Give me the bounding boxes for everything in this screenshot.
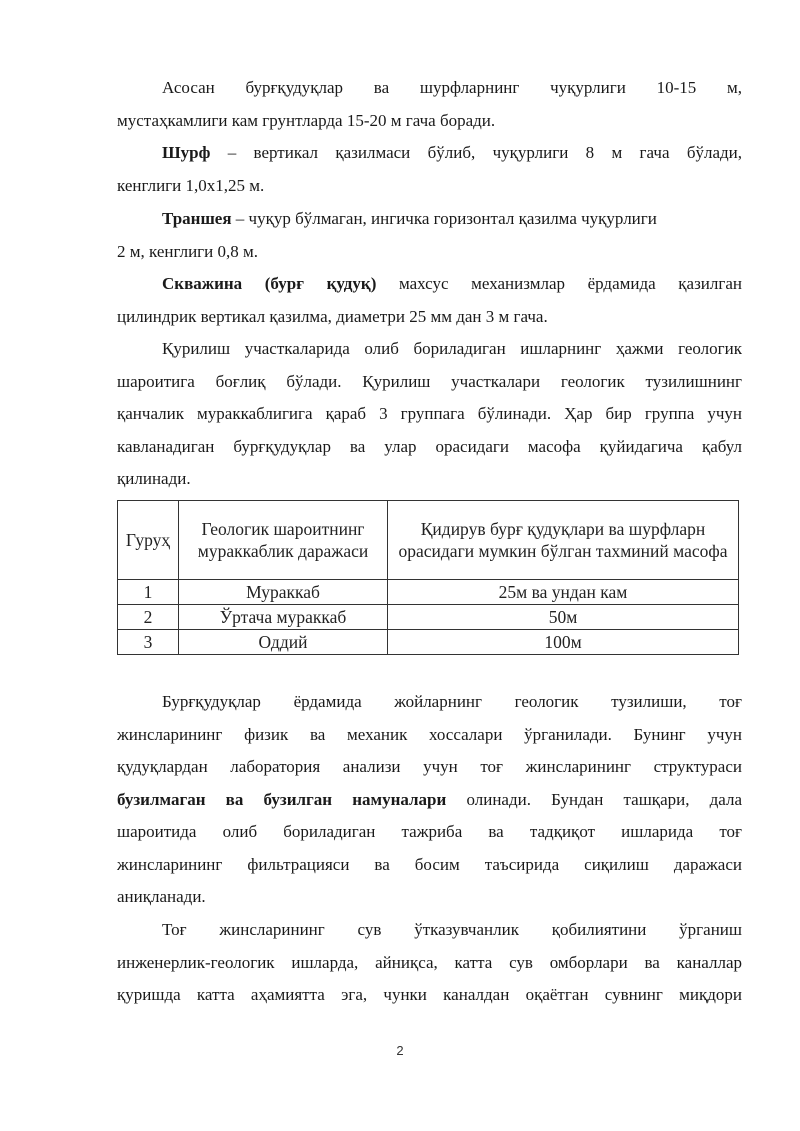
text-line: Бурғқудуқлар ёрдамида жойларнинг геологик тузилиши, тоғ bbox=[162, 692, 742, 711]
header-distance: Қидирув бурғ қудуқлари ва шурфларн орасидаги мумкин бўлган тахминий масофа bbox=[388, 501, 739, 580]
text-line: қуришда катта аҳамиятта эга, чунки каналдан оқаётган сувнинг миқдори bbox=[117, 985, 742, 1004]
definition-text: махсус механизмлар ёрдамида қазилган bbox=[376, 274, 742, 293]
text-line: шароитида олиб бориладиган тажриба ва тадқиқот ишларида тоғ bbox=[117, 822, 742, 841]
paragraph-permeability bbox=[117, 914, 742, 1012]
cell-group: 2 bbox=[118, 605, 179, 630]
cell-distance: 100м bbox=[388, 630, 739, 655]
paragraph-skvazhina bbox=[117, 268, 742, 333]
text-line: жинсларининг физик ва механик хоссалари ўрганилади. Бунинг учун bbox=[117, 724, 742, 744]
text-line bbox=[117, 268, 742, 301]
cell-distance: 50м bbox=[388, 605, 739, 630]
term-shurf: Шурф bbox=[162, 143, 211, 162]
term-samples: бузилмаган ва бузилган намуналари bbox=[117, 789, 447, 809]
text-line: Тоғ жинсларининг сув ўтказувчанлик қобилиятини ўрганиш bbox=[162, 920, 742, 939]
cell-complexity: Мураккаб bbox=[179, 580, 388, 605]
text-line: аниқланади. bbox=[117, 887, 206, 906]
cell-complexity: Ўртача мураккаб bbox=[179, 605, 388, 630]
text-line: Асосан бурғқудуқлар ва шурфларнинг чуқурлиги 10-15 м, bbox=[162, 78, 742, 97]
term-skvazhina: Скважина (бурғ қудуқ) bbox=[162, 274, 377, 293]
text-line bbox=[117, 203, 742, 236]
term-transheya: Траншея bbox=[162, 209, 232, 228]
text-line: шароитига боғлиқ бўлади. Қурилиш участкалари геологик тузилишнинг bbox=[117, 371, 742, 391]
text-line: кенглиги 1,0х1,25 м. bbox=[117, 175, 265, 195]
text-line: инженерлик-геологик ишларда, айниқса, катта сув омборлари ва каналлар bbox=[117, 952, 742, 972]
definition-text: – вертикал қазилмаси бўлиб, чуқурлиги 8 м гача бўлади, bbox=[210, 143, 742, 162]
page-number: 2 bbox=[396, 1043, 404, 1058]
paragraph-transheya bbox=[117, 203, 742, 268]
text-line: кавланадиган бурғқудуқлар ва улар орасидаги масофа қуйидагича қабул bbox=[117, 436, 742, 456]
header-complexity: Геологик шароитнинг мураккаблик даражаси bbox=[179, 501, 388, 580]
cell-group: 3 bbox=[118, 630, 179, 655]
cell-complexity: Оддий bbox=[179, 630, 388, 655]
table-row bbox=[118, 630, 739, 655]
text-line: жинсларининг фильтрацияси ва босим таъсирида сиқилиш даражаси bbox=[117, 854, 742, 874]
table-header-row bbox=[118, 501, 739, 580]
text-line: 2 м, кенглиги 0,8 м. bbox=[117, 241, 259, 261]
text-line bbox=[117, 784, 742, 817]
paragraph-construction-sites bbox=[117, 333, 742, 496]
definition-text: – чуқур бўлмаган, ингичка горизонтал қазилма чуқурлиги bbox=[231, 209, 657, 228]
text-line: Қурилиш участкаларида олиб бориладиган ишларнинг ҳажми геологик bbox=[162, 339, 742, 358]
header-group: Гуруҳ bbox=[118, 501, 179, 580]
text-line bbox=[117, 137, 742, 170]
text-line: қилинади. bbox=[117, 469, 191, 488]
text-line: қанчалик мураккаблигига қараб 3 группага бўлинади. Ҳар бир группа учун bbox=[117, 404, 742, 423]
cell-group: 1 bbox=[118, 580, 179, 605]
text-line: мустаҳкамлиги кам грунтларда 15-20 м гача боради. bbox=[117, 110, 496, 130]
table-row bbox=[118, 580, 739, 605]
sentence-text: олинади. Бундан ташқари, дала bbox=[446, 789, 742, 809]
table-row bbox=[118, 605, 739, 630]
cell-distance: 25м ва ундан кам bbox=[388, 580, 739, 605]
text-line: цилиндрик вертикал қазилма, диаметри 25 мм дан 3 м гача. bbox=[117, 306, 548, 326]
paragraph-shurf bbox=[117, 137, 742, 202]
paragraph-drilling-depth bbox=[117, 72, 742, 137]
distance-table bbox=[117, 500, 739, 655]
text-line: қудуқлардан лаборатория анализи учун тоғ жинсларининг структураси bbox=[117, 757, 742, 776]
paragraph-boreholes bbox=[117, 686, 742, 914]
